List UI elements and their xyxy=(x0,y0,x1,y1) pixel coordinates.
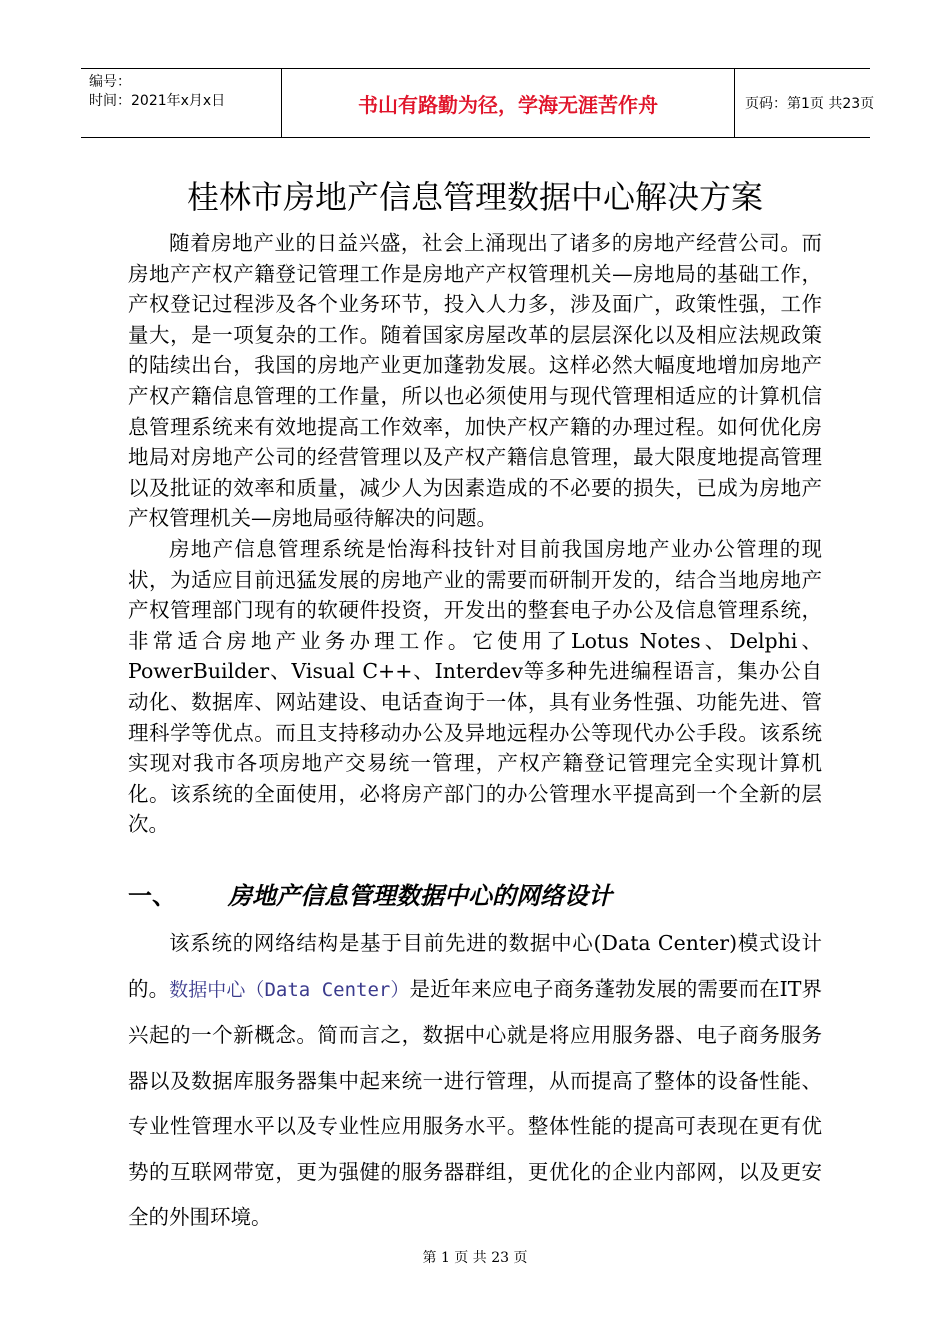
paragraph-3-start: 该系统的网络结构是基于目前先进的数据中心(Data Center)模式设计的。 xyxy=(128,931,822,1001)
motto-cell xyxy=(282,69,735,137)
paragraph-3-rest: 是近年来应电子商务蓬勃发展的需要而在IT界兴起的一个新概念。简而言之，数据中心就是将应用服务器、电子商务服务器以及数据库服务器集中起来统一进行管理，从而提高了整体的设备性能、专业性管理水平以及专业性应用服务水平。整体性能的提高可表现在更有优势的互联网带宽，更为强健的服务器群组，更优化的企业内部网，以及更安全的外围环境。 xyxy=(128,976,822,1229)
data-center-link[interactable]: 数据中心（Data Center） xyxy=(169,978,410,1001)
header-table xyxy=(81,68,875,138)
section-number: 一、 xyxy=(128,882,176,910)
section-1-body xyxy=(128,921,822,1241)
page-label-cell xyxy=(735,69,875,137)
time-label: 时间：2021年x月x日 xyxy=(89,93,226,109)
motto-text: 书山有路勤为径，学海无涯苦作舟 xyxy=(358,92,658,117)
section-title: 房地产信息管理数据中心的网络设计 xyxy=(228,882,612,910)
section-heading-1 xyxy=(128,876,828,916)
number-label: 编号： xyxy=(89,74,131,90)
intro-section xyxy=(128,228,822,840)
paragraph-3 xyxy=(128,921,822,1241)
paragraph-1: 随着房地产业的日益兴盛，社会上涌现出了诸多的房地产经营公司。而房地产产权产籍登记管理工作是房地产产权管理机关—房地局的基础工作，产权登记过程涉及各个业务环节，投入人力多，涉及面广，政策性强，工作量大，是一项复杂的工作。随着国家房屋改革的层层深化以及相应法规政策的陆续出台，我国的房地产业更加蓬勃发展。这样必然大幅度地增加房地产产权产籍信息管理的工作量，所以也必须使用与现代管理相适应的计算机信息管理系统来有效地提高工作效率，加快产权产籍的办理过程。如何优化房地局对房地产公司的经营管理以及产权产籍信息管理，最大限度地提高管理以及批证的效率和质量，减少人为因素造成的不必要的损失，已成为房地产产权管理机关—房地局亟待解决的问题。 xyxy=(128,231,822,531)
paragraph-2: 房地产信息管理系统是怡海科技针对目前我国房地产业办公管理的现状，为适应目前迅猛发展的房地产业的需要而研制开发的，结合当地房地产产权管理部门现有的软硬件投资，开发出的整套电子办公及信息管理系统，非常适合房地产业务办理工作。它使用了Lotus Notes、Delphi、PowerBuilder、Visual C++、Interdev等多种先进编程语言，集办公自动化、数据库、网站建设、电话查询于一体，具有业务性强、功能先进、管理科学等优点。而且支持移动办公及异地远程办公等现代办公手段。该系统实现对我市各项房地产交易统一管理，产权产籍登记管理完全实现计算机化。该系统的全面使用，必将房产部门的办公管理水平提高到一个全新的层次。 xyxy=(128,536,822,837)
header-meta-cell xyxy=(81,69,282,137)
page-footer: 第 1 页 共 23 页 xyxy=(422,1250,528,1266)
document-title: 桂林市房地产信息管理数据中心解决方案 xyxy=(186,178,763,216)
page-label: 页码：第1页 共23页 xyxy=(745,96,875,112)
